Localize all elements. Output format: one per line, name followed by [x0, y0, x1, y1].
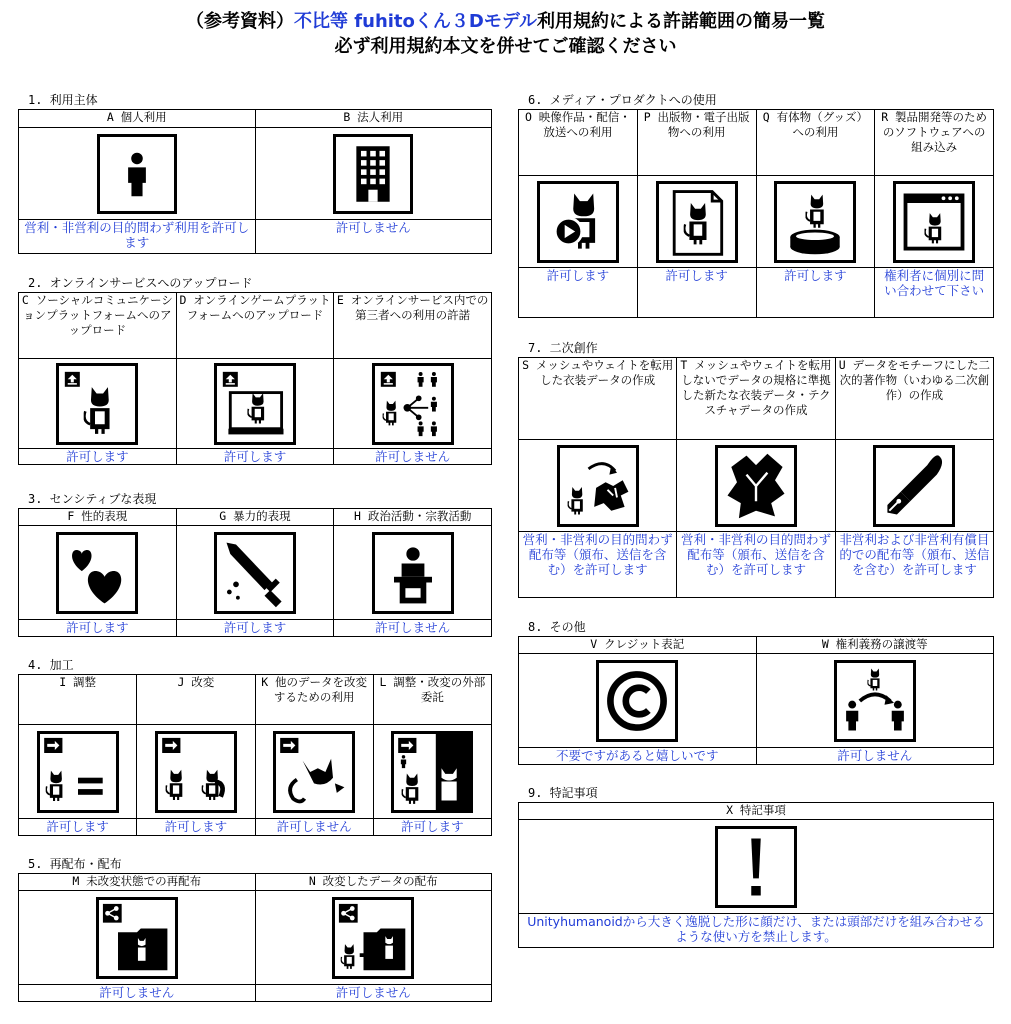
item-label: T メッシュやウェイトを転用しないでデータの規格に準拠した新たな衣装データ・テクスチャデータの作成 [677, 358, 835, 440]
transfer-icon [834, 660, 916, 742]
adjust-icon [37, 731, 119, 813]
person-icon [97, 134, 177, 214]
permission-table [518, 357, 994, 598]
section-media-products [518, 93, 994, 318]
result-text: 営利・非営利の目的問わず利用を許可します [19, 220, 256, 254]
permission-table [518, 109, 994, 318]
product-name: 不比等 fuhitoくん３Dモデル [294, 11, 537, 32]
result-text: 許可しません [255, 819, 373, 836]
distribute-modified-icon [332, 897, 414, 979]
item-label: U データをモチーフにした二次的著作物（いわゆる二次創作）の作成 [835, 358, 993, 440]
knife-icon [214, 532, 296, 614]
software-icon [893, 181, 975, 263]
podium-icon [372, 532, 454, 614]
page-subtitle: 必ず利用規約本文を併せてご確認ください [334, 36, 677, 57]
item-label: G 暴力的表現 [176, 509, 334, 526]
result-text: 許可します [176, 620, 334, 637]
section-special-notes [518, 786, 994, 948]
result-text: 営利・非営利の目的問わず配布等（頒布、送信を含む）を許可します [677, 532, 835, 598]
result-text: 非営利および非営利有償目的での配布等（頒布、送信を含む）を許可します [835, 532, 993, 598]
outsource-icon [391, 731, 473, 813]
section-title: 3. センシティブな表現 [28, 492, 157, 506]
result-text: 許可します [19, 449, 177, 465]
item-label: N 改変したデータの配布 [255, 874, 492, 891]
upload-social-icon [56, 363, 138, 445]
item-label: F 性的表現 [19, 509, 177, 526]
item-label: C ソーシャルコミュニケーションプラットフォームへのアップロード [19, 293, 177, 359]
result-text: 許可しません [255, 220, 492, 254]
share-third-party-icon [372, 363, 454, 445]
redistribute-icon [96, 897, 178, 979]
section-sensitive-expression [18, 492, 492, 637]
section-usage-subject [18, 93, 492, 254]
upload-game-icon [214, 363, 296, 445]
section-title: 2. オンラインサービスへのアップロード [28, 276, 253, 290]
result-text: 許可しません [756, 748, 994, 765]
use-for-other-data-icon [273, 731, 355, 813]
item-label: L 調整・改変の外部委託 [373, 675, 491, 725]
item-label: B 法人利用 [255, 110, 492, 128]
copyright-icon [596, 660, 678, 742]
result-text: 許可しません [255, 985, 492, 1002]
result-text: 許可します [176, 449, 334, 465]
item-label: R 製品開発等のためのソフトウェアへの組み込み [875, 110, 994, 176]
exclamation-icon [715, 826, 797, 908]
page-title-suffix: 利用規約による許諾範囲の簡易一覧 [536, 11, 825, 32]
section-other [518, 620, 994, 765]
item-label: M 未改変状態での再配布 [19, 874, 256, 891]
item-label: E オンラインサービス内での第三者への利用の許諾 [334, 293, 492, 359]
office-building-icon [333, 134, 413, 214]
pen-nib-icon [873, 445, 955, 527]
result-text: 許可します [373, 819, 491, 836]
result-text: 許可します [19, 620, 177, 637]
item-label: X 特記事項 [519, 803, 994, 820]
item-label: I 調整 [19, 675, 137, 725]
section-title: 4. 加工 [28, 658, 74, 672]
item-label: Q 有体物（グッズ）への利用 [756, 110, 875, 176]
section-title: 9. 特記事項 [528, 786, 598, 800]
video-icon [537, 181, 619, 263]
result-text: 許可しません [19, 985, 256, 1002]
section-online-upload [18, 276, 492, 465]
result-text: Unityhumanoidから大きく逸脱した形に顔だけ、または頭部だけを組み合わせるような使い方を禁止します。 [519, 914, 994, 948]
result-text: 許可します [637, 268, 756, 318]
permission-table [18, 292, 492, 465]
permission-table [518, 636, 994, 765]
goods-icon [774, 181, 856, 263]
result-text: 許可します [19, 819, 137, 836]
cloth-icon [715, 445, 797, 527]
item-label: V クレジット表記 [519, 637, 757, 654]
result-text: 許可します [137, 819, 255, 836]
result-text: 不要ですがあると嬉しいです [519, 748, 757, 765]
item-label: K 他のデータを改変するための利用 [255, 675, 373, 725]
result-text: 許可します [756, 268, 875, 318]
permission-table [18, 109, 492, 254]
item-label: O 映像作品・配信・放送への利用 [519, 110, 638, 176]
publication-icon [656, 181, 738, 263]
permission-table [18, 508, 492, 637]
result-text: 許可します [519, 268, 638, 318]
section-redistribution [18, 857, 492, 1002]
page-title [0, 10, 1011, 34]
result-text: 営利・非営利の目的問わず配布等（頒布、送信を含む）を許可します [519, 532, 677, 598]
result-text: 許可しません [334, 620, 492, 637]
permission-table [18, 873, 492, 1002]
permission-table [518, 802, 994, 948]
section-title: 7. 二次創作 [528, 341, 598, 355]
result-text: 許可しません [334, 449, 492, 465]
item-label: D オンラインゲームプラットフォームへのアップロード [176, 293, 334, 359]
section-processing [18, 658, 492, 836]
item-label: A 個人利用 [19, 110, 256, 128]
result-text: 権利者に個別に問い合わせて下さい [875, 268, 994, 318]
item-label: P 出版物・電子出版物への利用 [637, 110, 756, 176]
item-label: J 改変 [137, 675, 255, 725]
section-derivative-works [518, 341, 994, 598]
item-label: W 権利義務の譲渡等 [756, 637, 994, 654]
section-title: 6. メディア・プロダクトへの使用 [528, 93, 717, 107]
item-label: S メッシュやウェイトを転用した衣装データの作成 [519, 358, 677, 440]
hearts-icon [56, 532, 138, 614]
section-title: 1. 利用主体 [28, 93, 98, 107]
section-title: 5. 再配布・配布 [28, 857, 122, 871]
page-title-prefix: （参考資料） [186, 11, 295, 32]
modify-icon [155, 731, 237, 813]
item-label: H 政治活動・宗教活動 [334, 509, 492, 526]
section-title: 8. その他 [528, 620, 586, 634]
permission-table [18, 674, 492, 836]
costume-icon [557, 445, 639, 527]
